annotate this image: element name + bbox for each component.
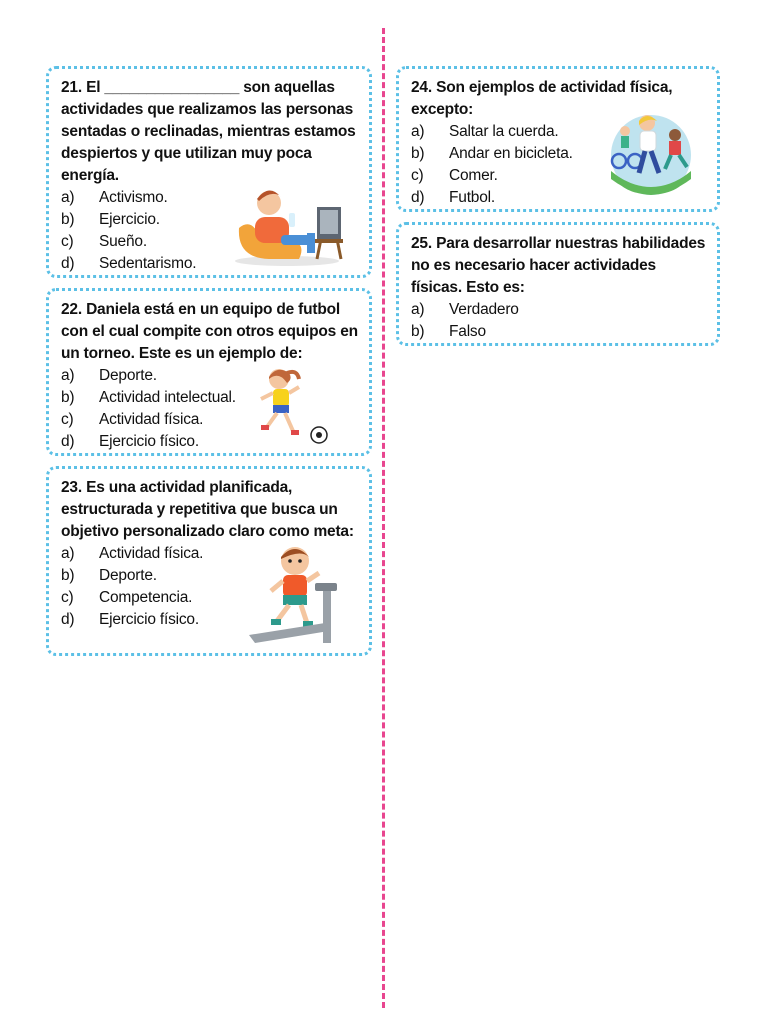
option-24b[interactable]: b) Andar en bicicleta.: [411, 145, 573, 162]
option-22d[interactable]: d) Ejercicio físico.: [61, 433, 199, 450]
question-card-24: [396, 66, 720, 212]
option-23c[interactable]: c) Competencia.: [61, 589, 193, 606]
option-22b[interactable]: b) Actividad intelectual.: [61, 389, 236, 406]
question-25-prompt: 25. Para desarrollar nuestras habilidades no es necesario hacer actividades físicas. Esto es:: [411, 235, 706, 296]
option-21d[interactable]: d) Sedentarismo.: [61, 255, 197, 272]
kids-exercising-illustration: [599, 109, 699, 197]
question-21-prompt: 21. El ________________ son aquellas actividades que realizamos las personas sentadas o reclinadas, mientras estamos despiertos y que utilizan muy poca energía.: [61, 79, 356, 184]
boy-treadmill-illustration: [245, 539, 345, 649]
question-card-25: [396, 222, 720, 346]
option-21a[interactable]: a) Activismo.: [61, 189, 168, 206]
question-23-prompt: 23. Es una actividad planificada, estructurada y repetitiva que busca un objetivo personalizado claro como meta:: [61, 479, 354, 540]
question-card-22: [46, 288, 372, 456]
girl-soccer-illustration: [257, 365, 333, 447]
option-21c[interactable]: c) Sueño.: [61, 233, 147, 250]
tv-couch-illustration: [229, 173, 349, 268]
option-25b[interactable]: b) Falso: [411, 323, 486, 340]
option-21b[interactable]: b) Ejercicio.: [61, 211, 160, 228]
question-card-23: [46, 466, 372, 656]
question-24-prompt: 24. Son ejemplos de actividad física, excepto:: [411, 79, 673, 118]
question-card-21: [46, 66, 372, 278]
page-divider: [382, 28, 385, 1008]
option-23b[interactable]: b) Deporte.: [61, 567, 157, 584]
option-22c[interactable]: c) Actividad física.: [61, 411, 204, 428]
option-22a[interactable]: a) Deporte.: [61, 367, 157, 384]
question-22-prompt: 22. Daniela está en un equipo de futbol con el cual compite con otros equipos en un torneo. Este es un ejemplo de:: [61, 301, 358, 362]
option-23d[interactable]: d) Ejercicio físico.: [61, 611, 199, 628]
option-24d[interactable]: d) Futbol.: [411, 189, 495, 206]
option-23a[interactable]: a) Actividad física.: [61, 545, 204, 562]
option-25a[interactable]: a) Verdadero: [411, 301, 519, 318]
option-24c[interactable]: c) Comer.: [411, 167, 498, 184]
option-24a[interactable]: a) Saltar la cuerda.: [411, 123, 559, 140]
